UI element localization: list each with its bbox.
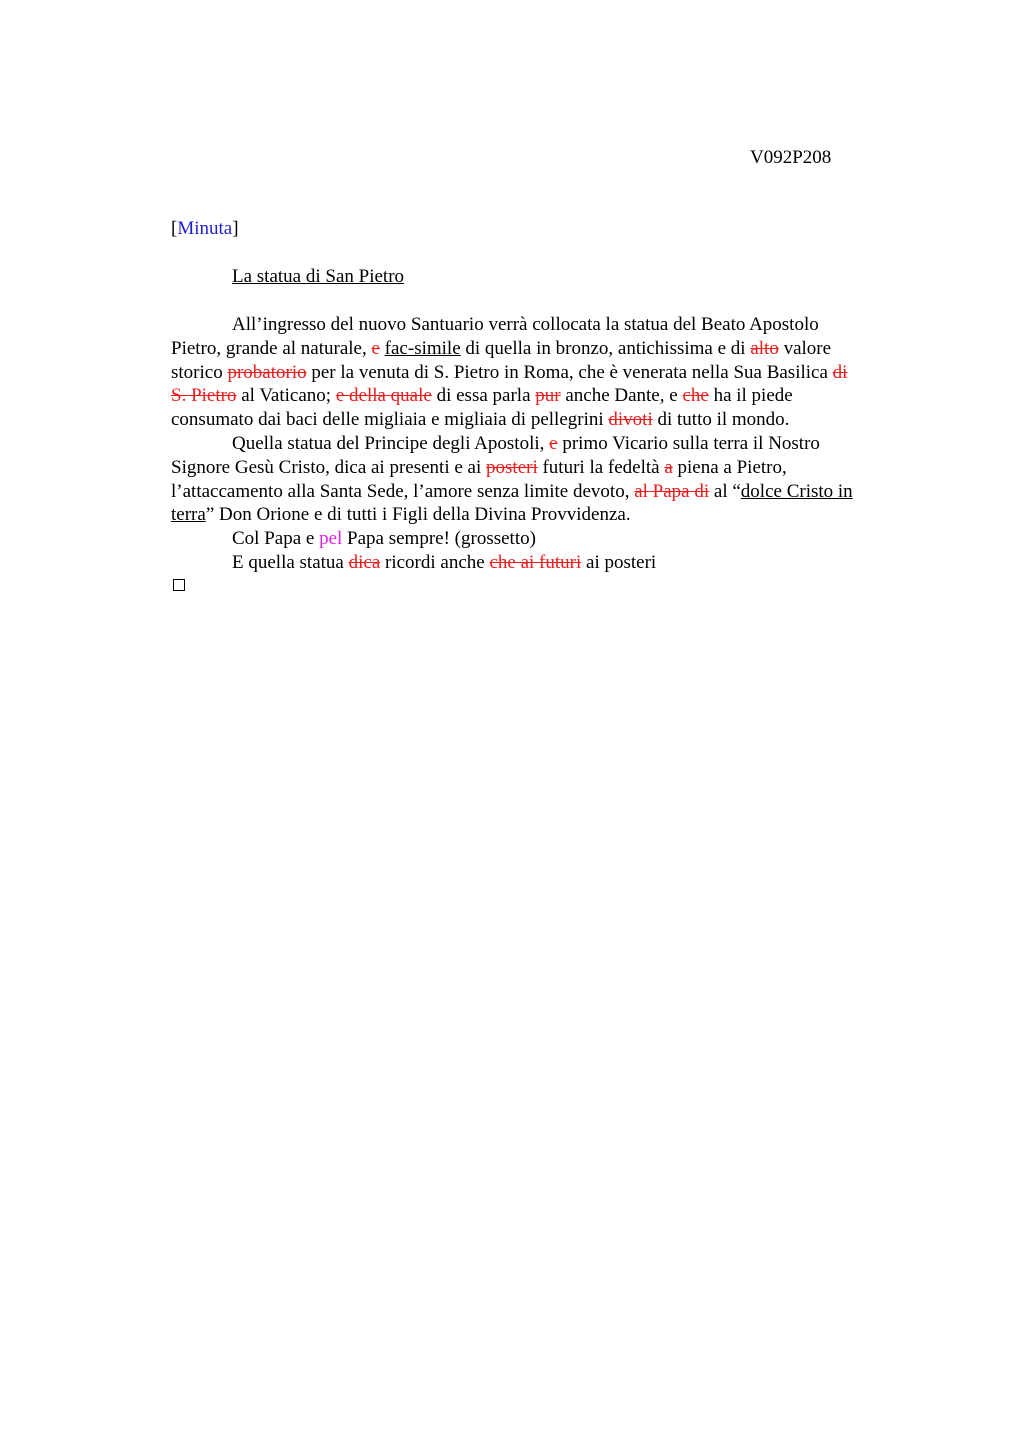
p1-text: di tutto il mondo. <box>652 409 790 431</box>
p2-line-3 <box>171 480 923 504</box>
p2-text: al “ <box>709 480 741 502</box>
document-body <box>171 313 923 575</box>
deleted-text: divoti <box>608 409 653 431</box>
p2-text: futuri la fedeltà <box>537 456 665 478</box>
deleted-text: che <box>682 385 709 407</box>
p1-text: di essa parla <box>431 385 536 407</box>
deleted-text: alto <box>750 337 779 359</box>
paragraph-1 <box>171 313 923 432</box>
paragraph-2 <box>171 432 923 527</box>
p2-line-4 <box>171 503 923 527</box>
document-title-line <box>171 265 923 289</box>
p3-line-1 <box>171 527 923 551</box>
inserted-text: pel <box>319 528 343 550</box>
p1-text: di quella in bronzo, antichissima e di <box>460 337 751 359</box>
p2-text: Quella statua del Principe degli Apostoli, <box>232 432 550 454</box>
p1-line-3 <box>171 361 923 385</box>
p3-text: Col Papa e <box>232 528 320 550</box>
deleted-text: S. Pietro <box>171 385 237 407</box>
p1-text: ha il piede <box>708 385 793 407</box>
p2-line-1 <box>171 432 923 456</box>
deleted-text: e <box>549 432 558 454</box>
p2-text: Signore Gesù Cristo, dica ai presenti e ai <box>171 456 487 478</box>
p2-line-2 <box>171 456 923 480</box>
p1-text: anche Dante, e <box>560 385 683 407</box>
deleted-text: dica <box>348 551 381 573</box>
p1-text: consumato dai baci delle migliaia e migliaia di pellegrini <box>171 409 609 431</box>
deleted-text: al Papa di <box>634 480 710 502</box>
checkbox-square-icon <box>173 579 185 591</box>
deleted-text: che ai futuri <box>489 551 582 573</box>
deleted-text: di <box>832 361 848 383</box>
paragraph-4 <box>171 551 923 575</box>
p1-line-1-text: All’ingresso del nuovo Santuario verrà collocata la statua del Beato Apostolo <box>232 314 819 335</box>
underlined-text: fac-simile <box>384 337 461 359</box>
underlined-text: dolce Cristo in <box>740 480 853 502</box>
p1-text: storico <box>171 361 228 383</box>
deleted-text: posteri <box>486 456 538 478</box>
deleted-text: a <box>664 456 673 478</box>
minuta-word: Minuta <box>177 218 233 239</box>
document-id: V092P208 <box>750 147 832 168</box>
p2-text: ” Don Orione e di tutti i Figli della Divina Provvidenza. <box>205 504 631 526</box>
p1-text: Pietro, grande al naturale, <box>171 337 372 359</box>
deleted-text: e della quale <box>335 385 432 407</box>
p4-line-1 <box>171 551 923 575</box>
p2-text: primo Vicario sulla terra il Nostro <box>557 432 820 454</box>
p2-text: piena a Pietro, <box>672 456 787 478</box>
p4-text: ai posteri <box>581 551 657 573</box>
minuta-label <box>171 217 923 241</box>
p1-line-2 <box>171 337 923 361</box>
underlined-text: terra <box>171 504 206 526</box>
p1-text: valore <box>778 337 832 359</box>
paragraph-3 <box>171 527 923 551</box>
deleted-text: pur <box>535 385 561 407</box>
minuta-close-bracket: ] <box>232 218 239 239</box>
document-title: La statua di San Pietro <box>232 266 405 287</box>
minuta-open-bracket: [ <box>171 218 178 239</box>
p1-line-4 <box>171 384 923 408</box>
deleted-text: probatorio <box>227 361 307 383</box>
p4-text: E quella statua <box>232 551 349 573</box>
p4-text: ricordi anche <box>380 551 490 573</box>
p2-text: l’attaccamento alla Santa Sede, l’amore senza limite devoto, <box>171 480 635 502</box>
p1-line-1 <box>171 313 923 337</box>
deleted-text: e <box>371 337 380 359</box>
p1-text: al Vaticano; <box>236 385 336 407</box>
p1-line-5 <box>171 408 923 432</box>
p3-text: Papa sempre! (grossetto) <box>342 528 536 550</box>
p1-text: per la venuta di S. Pietro in Roma, che è venerata nella Sua Basilica <box>306 361 833 383</box>
